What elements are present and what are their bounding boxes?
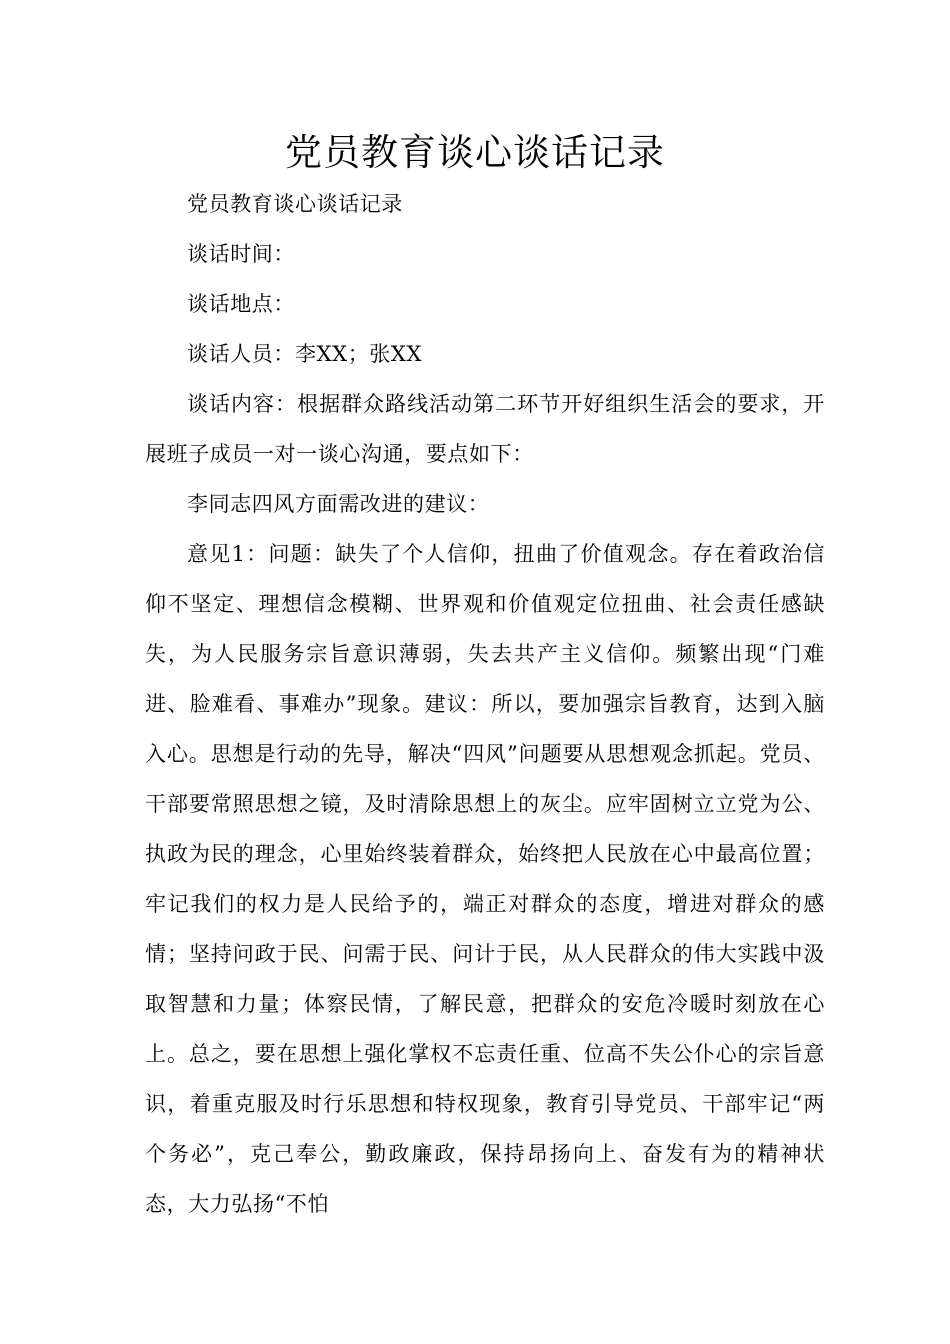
paragraph-talk-content: 谈话内容：根据群众路线活动第二环节开好组织生活会的要求，开展班子成员一对一谈心沟通，要点如下： — [145, 392, 825, 466]
paragraph-talk-participants: 谈话人员：李XX；张XX — [187, 342, 422, 366]
paragraph-subtitle: 党员教育谈心谈话记录 — [187, 192, 403, 216]
document-title: 党员教育谈心谈话记录 — [285, 131, 665, 174]
paragraph-suggestions-heading: 李同志四风方面需改进的建议： — [187, 492, 490, 516]
paragraph-talk-time: 谈话时间： — [187, 242, 295, 266]
document-body — [145, 179, 825, 1229]
paragraph-talk-location: 谈话地点： — [187, 292, 295, 316]
paragraph-opinion-1: 意见1：问题：缺失了个人信仰，扭曲了价值观念。存在着政治信仰不坚定、理想信念模糊、世界观和价值观定位扭曲、社会责任感缺失，为人民服务宗旨意识薄弱，失去共产主义信仰。频繁出现“门难进、脸难看、事难办”现象。建议：所以，要加强宗旨教育，达到入脑入心。思想是行动的先导，解决“四风”问题要从思想观念抓起。党员、干部要常照思想之镜，及时清除思想上的灰尘。应牢固树立立党为公、执政为民的理念，心里始终装着群众，始终把人民放在心中最高位置；牢记我们的权力是人民给予的，端正对群众的态度，增进对群众的感情；坚持问政于民、问需于民、问计于民，从人民群众的伟大实践中汲取智慧和力量；体察民情，了解民意，把群众的安危冷暖时刻放在心上。总之，要在思想上强化掌权不忘责任重、位高不失公仆心的宗旨意识，着重克服及时行乐思想和特权现象，教育引导党员、干部牢记“两个务必”，克己奉公，勤政廉政，保持昂扬向上、奋发有为的精神状态，大力弘扬“不怕 — [145, 542, 825, 1216]
